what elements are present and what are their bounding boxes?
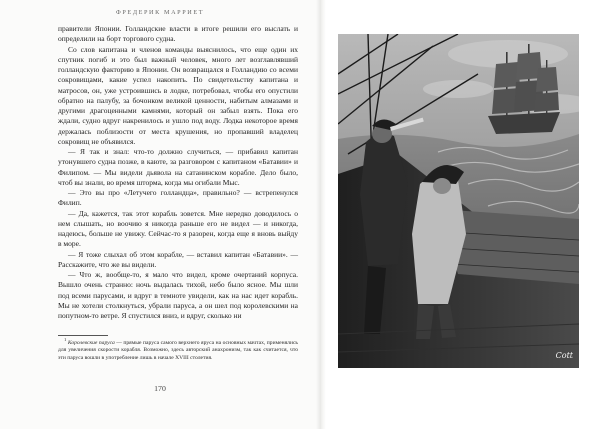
paragraph: — Я тоже слыхал об этом корабле, — вставил капитан «Батавии». — Расскажите, что же вы видели. <box>58 249 298 269</box>
paragraph: — Что ж, вообще-то, я мало что видел, кроме очертаний корпуса. Вышло очень странно: ночь выдалась тихой, небо было ясное. Мы шли под всеми парусами, и вдруг в темноте увидели, как на нас идет корабль. Мы не хотели столкнуться, убрали паруса, а он шел под королевскими на попутном-то ветре. Я спустился вниз, и вдруг, сколько ни <box>58 270 298 320</box>
page-number: 170 <box>154 384 166 393</box>
footnote-marker: 1 <box>64 337 67 343</box>
illustration-engraving <box>338 34 579 368</box>
footnote-text: — прямые паруса самого верхнего яруса на основных мачтах, применялись для увеличения скорости корабля. Возможно, здесь авторский анахронизм, так как считается, что эти паруса вошли в употребление лишь в начале XVIII столетия. <box>58 340 298 361</box>
paragraph: — Да, кажется, так этот корабль зовется. Мне нередко доводилось о нем слышать, но воочию я никогда раньше его не видел — и никогда, надеюсь, больше не увижу. Сейчас-то я разорен, когда еще я вновь выйду в море. <box>58 208 298 249</box>
footnote <box>58 337 298 362</box>
footnote-rule <box>58 335 108 336</box>
body-text <box>58 24 298 321</box>
paragraph: Со слов капитана и членов команды выяснилось, что еще один их спутник погиб и это был важный человек, много лет возглавлявший голландскую факторию в Японии. Он возвращался в Голландию со всеми сокровищами, какие успел накопить. По свидетельству капитана и матросов, он, уже устроившись в лодке, потребовал, чтобы его опустили обратно на палубу, за бочонком великой ценности, набитым алмазами и другими драгоценными камнями, который он забыл взять. Пока его ждали, судно вдруг накренилось и ушло под воду. Лодка некоторое время держалась поблизости от места крушения, но пропавший владелец сокровищ не объявился. <box>58 44 298 146</box>
footnote-paragraph <box>58 337 298 362</box>
book-gutter <box>316 0 326 429</box>
illustration <box>338 34 579 368</box>
paragraph: — Это вы про «Летучего голландца», правильно? — встрепенулся Филип. <box>58 188 298 208</box>
running-head: ФРЕДЕРИК МАРРИЕТ <box>115 9 205 16</box>
paragraph: правители Японии. Голландские власти в итоге решили его выслать и определили на борт торгового судна. <box>58 24 298 44</box>
paragraph: — Я так и знал: что-то должно случиться, — прибавил капитан утонувшего судна позже, в каюте, за разговором с капитаном «Батавии» и Филипом. — Мы видели дьявола на сатанинском корабле. Дело было, чтоб вы знали, во время шторма, когда мы огибали Мыс. <box>58 147 298 187</box>
artist-signature: Cott <box>555 351 573 360</box>
footnote-term: Королевские паруса <box>67 340 115 346</box>
